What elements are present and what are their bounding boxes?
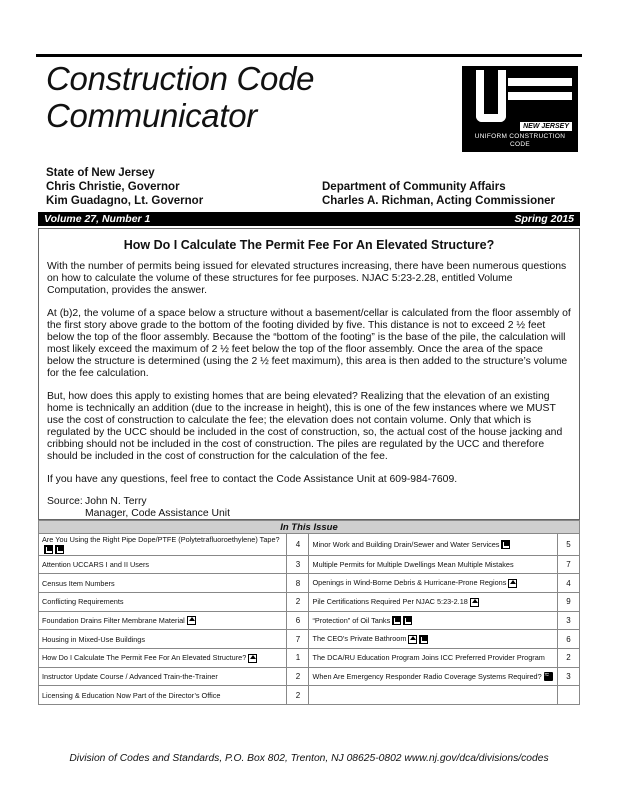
in-this-issue-body xyxy=(39,534,580,705)
issue-title[interactable]: Census Item Numbers xyxy=(42,578,115,588)
issue-title-cell[interactable] xyxy=(309,574,557,593)
issue-page-number: 8 xyxy=(287,574,309,593)
logo-badge: NEW JERSEY xyxy=(520,122,572,131)
issue-title-cell[interactable] xyxy=(309,649,557,668)
issue-title-cell[interactable] xyxy=(39,667,287,686)
radio-icon xyxy=(544,672,553,681)
issue-title-cell[interactable] xyxy=(309,592,557,611)
issue-title-cell[interactable] xyxy=(39,686,287,705)
lock-icon xyxy=(55,545,64,554)
issue-page-number: 2 xyxy=(287,592,309,611)
department-name: Department of Community Affairs xyxy=(322,181,506,193)
issue-page-number: 4 xyxy=(557,574,579,593)
issue-page-number: 4 xyxy=(287,534,309,556)
issue-title-cell[interactable] xyxy=(39,649,287,668)
issue-title-cell[interactable] xyxy=(39,630,287,649)
issue-title[interactable]: Openings in Wind-Borne Debris & Hurricane-Prone Regions xyxy=(312,578,507,588)
issue-title[interactable]: Are You Using the Right Pipe Dope/PTFE (Polytetrafluoroethylene) Tape? xyxy=(42,535,280,544)
logo-text-line-1: UNIFORM CONSTRUCTION xyxy=(474,133,566,140)
issue-title[interactable]: Minor Work and Building Drain/Sewer and Water Services xyxy=(312,539,500,549)
issue-title[interactable]: Foundation Drains Filter Membrane Material xyxy=(42,615,185,625)
in-this-issue-table xyxy=(38,520,580,705)
volume-bar xyxy=(38,212,580,226)
lock-icon xyxy=(403,616,412,625)
issue-title[interactable]: When Are Emergency Responder Radio Coverage Systems Required? xyxy=(312,671,542,681)
issue-title[interactable]: Multiple Permits for Multiple Dwellings Mean Multiple Mistakes xyxy=(312,559,514,569)
house-icon xyxy=(470,598,479,607)
ucc-logo xyxy=(462,66,578,152)
issue-title[interactable]: Licensing & Education Now Part of the Director’s Office xyxy=(42,690,221,700)
issue-page-number: 9 xyxy=(557,592,579,611)
house-icon xyxy=(508,579,517,588)
table-row xyxy=(39,574,580,593)
lt-governor: Kim Guadagno, Lt. Governor xyxy=(46,195,204,207)
issue-title[interactable]: The CEO’s Private Bathroom xyxy=(312,634,407,644)
logo-bar xyxy=(508,78,572,86)
issue-page-number: 5 xyxy=(557,534,579,556)
issue-title[interactable]: Attention UCCARS I and II Users xyxy=(42,559,150,569)
source-title: Manager, Code Assistance Unit xyxy=(85,508,230,520)
in-this-issue-heading: In This Issue xyxy=(39,521,580,534)
newsletter-title xyxy=(46,60,314,134)
logo-bar xyxy=(508,92,572,100)
issue-page-number: 3 xyxy=(557,611,579,630)
source-label: Source: xyxy=(47,496,83,508)
issue-page-number xyxy=(557,686,579,705)
table-row xyxy=(39,592,580,611)
article-paragraph: If you have any questions, feel free to contact the Code Assistance Unit at 609-984-7609. xyxy=(47,473,458,485)
commissioner: Charles A. Richman, Acting Commissioner xyxy=(322,195,556,207)
issue-title[interactable]: “Protection” of Oil Tanks xyxy=(312,615,391,625)
department-officials xyxy=(322,180,555,208)
logo-text xyxy=(462,133,578,149)
issue-title-cell[interactable] xyxy=(39,611,287,630)
article-paragraph: At (b)2, the volume of a space below a structure without a basement/cellar is calculated from the floor assembly of the first story above grade to the bottom of the footing divided by five. This distance is not to exceed 2 ½ feet below the top of the floor assembly. Because the “bottom of the footing” is the base of the pile, the calculation will most likely exceed the maximum of 2 ½ feet below the top of the floor assembly. Once the area of the space below the structure is determined (using the 2 ½ feet maximum), this area is then added to the structure’s volume for the fee calculation. xyxy=(47,307,571,380)
article-source xyxy=(47,496,571,508)
issue-title[interactable]: Housing in Mixed-Use Buildings xyxy=(42,634,146,644)
source-name: John N. Terry xyxy=(85,496,147,508)
issue-page-number: 6 xyxy=(557,630,579,649)
logo-u-shape xyxy=(476,70,506,122)
table-row xyxy=(39,686,580,705)
lead-article xyxy=(38,228,580,520)
house-icon xyxy=(408,635,417,644)
issue-title-cell[interactable] xyxy=(39,574,287,593)
issue-title[interactable]: The DCA/RU Education Program Joins ICC Preferred Provider Program xyxy=(312,653,545,663)
issue-title-cell[interactable] xyxy=(309,686,557,705)
issue-title-cell[interactable] xyxy=(309,534,557,556)
logo-text-line-2: CODE xyxy=(510,141,530,148)
issue-page-number: 7 xyxy=(557,555,579,574)
lock-icon xyxy=(44,545,53,554)
issue-title-cell[interactable] xyxy=(309,630,557,649)
title-line-2: Communicator xyxy=(46,97,257,134)
table-row xyxy=(39,611,580,630)
house-icon xyxy=(248,654,257,663)
table-row xyxy=(39,667,580,686)
issue-page-number: 7 xyxy=(287,630,309,649)
issue-title[interactable]: Conflicting Requirements xyxy=(42,597,124,607)
issue-title[interactable]: Pile Certifications Required Per NJAC 5:23-2.18 xyxy=(312,597,468,606)
issue-page-number: 3 xyxy=(287,555,309,574)
issue-title-cell[interactable] xyxy=(309,555,557,574)
issue-page-number: 2 xyxy=(557,649,579,668)
state-name: State of New Jersey xyxy=(46,167,155,179)
footer-address: Division of Codes and Standards, P.O. Box 802, Trenton, NJ 08625-0802 www.nj.gov/dca/divisions/codes xyxy=(69,753,549,764)
lock-icon xyxy=(392,616,401,625)
issue-season: Spring 2015 xyxy=(514,213,574,225)
issue-page-number: 1 xyxy=(287,649,309,668)
article-paragraph: With the number of permits being issued for elevated structures increasing, there have been numerous questions on how to calculate the volume of these structures for fee purposes. NJAC 5:23-2.28, entitled Volume Computation, provides the answer. xyxy=(47,261,567,297)
issue-title-cell[interactable] xyxy=(39,555,287,574)
governor: Chris Christie, Governor xyxy=(46,181,180,193)
lock-icon xyxy=(501,540,510,549)
issue-page-number: 2 xyxy=(287,686,309,705)
table-row xyxy=(39,630,580,649)
house-icon xyxy=(187,616,196,625)
issue-title-cell[interactable] xyxy=(309,667,557,686)
issue-title-cell[interactable] xyxy=(39,534,287,556)
issue-page-number: 2 xyxy=(287,667,309,686)
lock-icon xyxy=(419,635,428,644)
issue-page-number: 3 xyxy=(557,667,579,686)
issue-title-cell[interactable] xyxy=(309,611,557,630)
article-paragraph: But, how does this apply to existing homes that are being elevated? Realizing that the elevation of an existing home is technically an addition (due to the increase in height), this is one of the few instances where we MUST use the cost of construction to calculate the fee; the elevation does not contain volume. Only that which is regulated by the UCC should be included in the cost of construction, so, the actual cost of the house jacking and cribbing should not be included in the cost of construction. The piles are regulated by the UCC and therefore should be included in the cost of construction for the calculation of the fee. xyxy=(47,390,563,463)
issue-title-cell[interactable] xyxy=(39,592,287,611)
table-row xyxy=(39,649,580,668)
article-heading: How Do I Calculate The Permit Fee For An Elevated Structure? xyxy=(123,238,495,252)
table-row xyxy=(39,534,580,556)
issue-page-number: 6 xyxy=(287,611,309,630)
state-officials xyxy=(46,166,203,208)
issue-title[interactable]: Instructor Update Course / Advanced Train-the-Trainer xyxy=(42,672,218,682)
issue-title[interactable]: How Do I Calculate The Permit Fee For An Elevated Structure? xyxy=(42,653,247,663)
top-rule xyxy=(36,54,582,57)
volume-number: Volume 27, Number 1 xyxy=(44,213,151,225)
table-row xyxy=(39,555,580,574)
title-line-1: Construction Code xyxy=(46,60,315,97)
